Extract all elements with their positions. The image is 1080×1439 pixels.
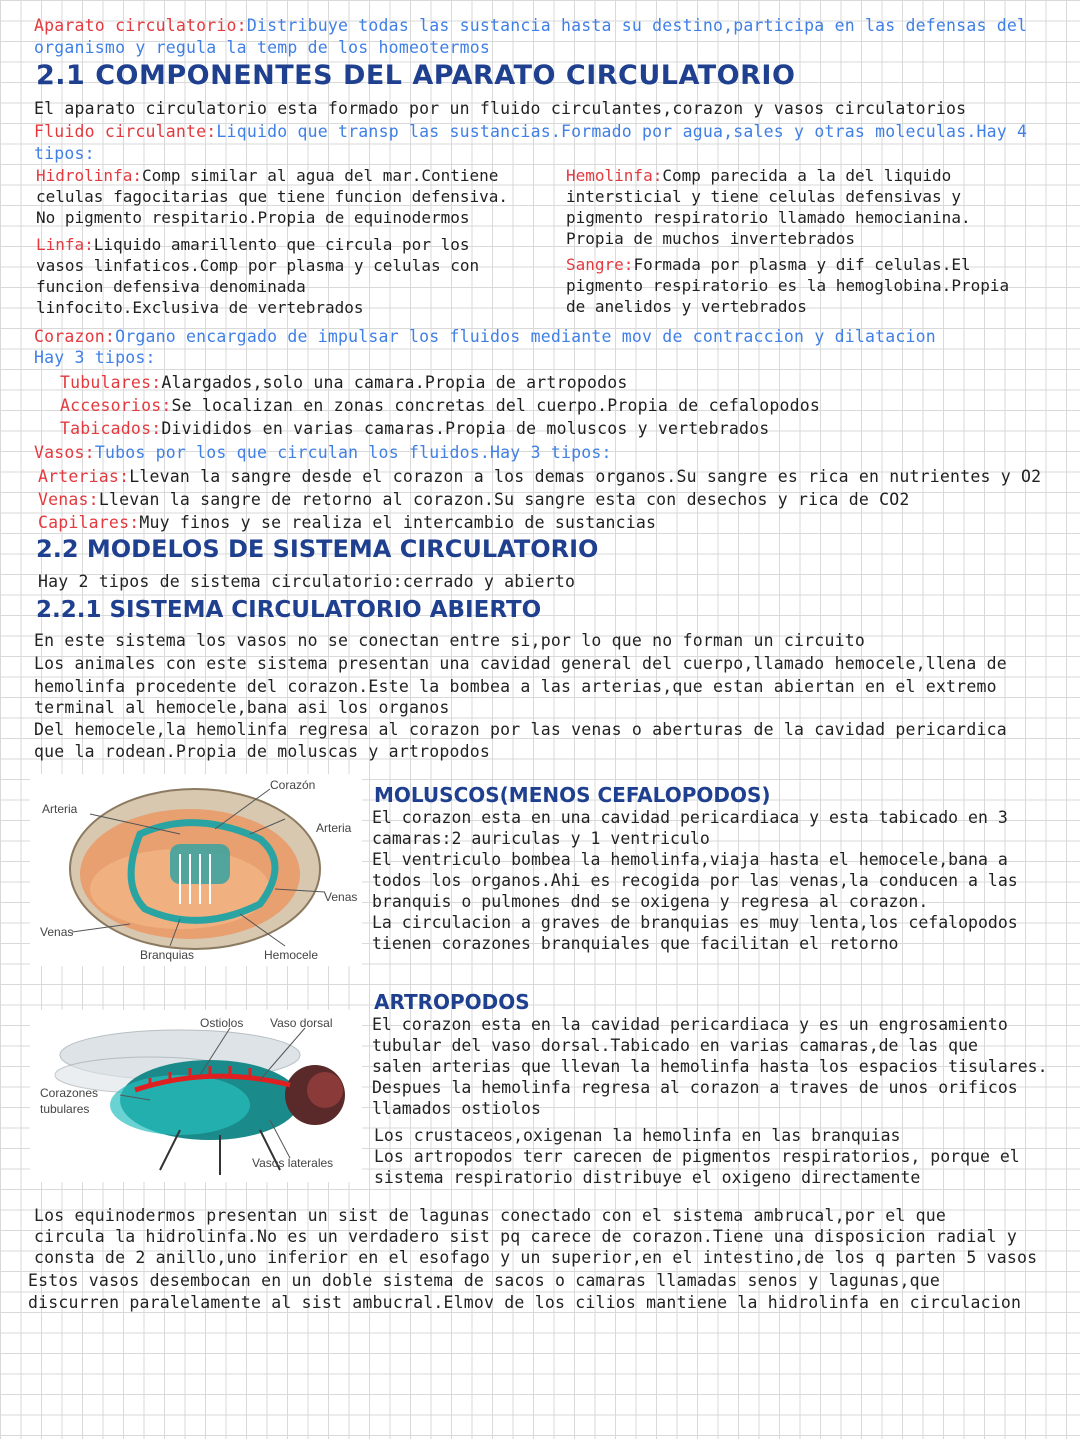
corazon-line-2: Hay 3 tipos: [34,348,156,367]
label-venas-right: Venas [324,890,358,904]
moluscos-line-1: El corazon esta en una cavidad pericardiaca y esta tabicado en 3 [372,808,1008,827]
accesorios-text: Se localizan en zonas concretas del cuerpo.Propia de cefalopodos [171,396,821,415]
label-corazones-1: Corazones [40,1086,99,1100]
label-ostiolos: Ostiolos [200,1016,244,1030]
intro-line-2: organismo y regula la temp de los homeotermos [34,38,491,57]
s221-line-3: hemolinfa procedente del corazon.Este la bombea a las arterias,que estan abiertan en el extremo [34,677,997,696]
s221-line-4: terminal al hemocele,bana asi los organos [34,698,450,717]
equinodermos-line-5: discurren paralelamente al sist ambucral.Elmov de los cilios mantiene la hidrolinfa en circulacion [28,1293,1022,1312]
tabicados-text: Divididos en varias camaras.Propia de moluscos y vertebrados [161,419,770,438]
tabicados-line [60,418,769,439]
fluido-text-1: Liquido que transp las sustancias.Formado por agua,sales y otras moleculas.Hay 4 [216,122,1028,141]
moluscos-title: MOLUSCOS(MENOS CEFALOPODOS) [374,783,771,807]
intro-text-1: Distribuye todas las sustancia hasta su destino,participa en las defensas del [246,16,1028,35]
label-corazones-2: tubulares [40,1102,90,1116]
corazon-line-1 [34,326,936,347]
hidrolinfa-text-2: celulas fagocitarias que tiene funcion defensiva. [36,187,509,206]
hemolinfa-text-4: Propia de muchos invertebrados [566,229,855,248]
linfa-term: Linfa: [36,235,94,254]
hemolinfa-text-2: intersticial y tiene celulas defensivas y [566,187,961,206]
hemolinfa-term: Hemolinfa: [566,166,663,185]
s221-line-6: que la rodean.Propia de moluscas y artropodos [34,742,491,761]
artropodos-title: ARTROPODOS [374,990,530,1014]
moluscos-line-6: La circulacion a graves de branquias es muy lenta,los cefalopodos [372,913,1018,932]
tubulares-line [60,372,628,393]
label-vasos-laterales: Vasos laterales [252,1156,334,1170]
label-vaso-dorsal: Vaso dorsal [270,1016,333,1030]
corazon-text-1: Organo encargado de impulsar los fluidos mediante mov de contraccion y dilatacion [115,327,936,346]
label-venas-left: Venas [40,925,74,939]
linfa-text-2: vasos linfaticos.Comp por plasma y celulas con [36,256,480,275]
vasos-line [34,442,612,463]
section-2-2-1-title: 2.2.1 SISTEMA CIRCULATORIO ABIERTO [36,597,542,623]
moluscos-line-4: todos los organos.Ahi es recogida por las venas,la conducen a las [372,871,1018,890]
intro-term: Aparato circulatorio: [34,16,247,35]
venas-text: Llevan la sangre de retorno al corazon.Su sangre esta con desechos y rica de CO2 [98,490,910,509]
linfa-text-1: Liquido amarillento que circula por los [93,235,470,254]
label-arteria-left: Arteria [42,802,78,816]
accesorios-term: Accesorios: [60,396,172,415]
artropodos-line-3: salen arterias que llevan la hemolinfa hasta los espacios tisulares. [372,1057,1048,1076]
sangre-block [566,254,1009,317]
moluscos-line-3: El ventriculo bombea la hemolinfa,viaja hasta el hemocele,bana a [372,850,1008,869]
label-arteria-right: Arteria [316,821,352,835]
artropodos-line-6: Los crustaceos,oxigenan la hemolinfa en las branquias [374,1126,901,1145]
artropodos-line-4: Despues la hemolinfa regresa al corazon a traves de unos orificos [372,1078,1018,1097]
s22-paragraph: Hay 2 tipos de sistema circulatorio:cerrado y abierto [38,572,576,591]
label-corazon: Corazón [270,778,316,792]
vasos-text: Tubos por los que circulan los fluidos.Hay 3 tipos: [94,443,612,462]
arterias-term: Arterias: [38,467,130,486]
arterias-line [38,466,1041,487]
sangre-text-3: de anelidos y vertebrados [566,297,807,316]
artropodos-line-2: tubular del vaso dorsal.Tabicado en varias camaras,de las que [372,1036,978,1055]
section-2-1-title: 2.1 COMPONENTES DEL APARATO CIRCULATORIO [36,60,796,91]
mollusc-illustration [30,774,362,966]
mollusc-figure [30,774,362,966]
fluido-line-2: tipos: [34,144,95,163]
hemolinfa-block [566,165,971,249]
artropodos-text-block-2 [374,1125,1020,1188]
artropodos-text-block [372,1014,1048,1119]
artropodos-line-1: El corazon esta en la cavidad pericardiaca y es un engrosamiento [372,1015,1008,1034]
hemolinfa-text-3: pigmento respiratorio llamado hemocianina. [566,208,971,227]
section-2-2-title: 2.2 MODELOS DE SISTEMA CIRCULATORIO [36,535,599,563]
intro-line-1 [34,15,1027,36]
s221-line-1: En este sistema los vasos no se conectan entre si,por lo que no forman un circuito [34,631,865,650]
label-hemocele: Hemocele [264,948,319,962]
moluscos-line-5: branquis o pulmones dnd se oxigena y regresa al corazon. [372,892,929,911]
venas-line [38,489,910,510]
tubulares-text: Alargados,solo una camara.Propia de artropodos [161,373,628,392]
artropodos-line-5: llamados ostiolos [372,1099,541,1118]
moluscos-text-block [372,807,1018,954]
label-branquias: Branquias [140,948,195,962]
hidrolinfa-text-3: No pigmento respitario.Propia de equinodermos [36,208,470,227]
equinodermos-line-2: circula la hidrolinfa.No es un verdadero sist pq carece de corazon.Tiene una disposicion radial y [34,1227,1017,1246]
artropodos-line-7: Los artropodos terr carecen de pigmentos respiratorios, porque el [374,1147,1020,1166]
tabicados-term: Tabicados: [60,419,162,438]
venas-term: Venas: [38,490,99,509]
equinodermos-line-4: Estos vasos desembocan en un doble sistema de sacos o camaras llamadas senos y lagunas,que [28,1271,941,1290]
hidrolinfa-term: Hidrolinfa: [36,166,142,185]
arterias-text: Llevan la sangre desde el corazon a los demas organos.Su sangre es rica en nutrientes y O2 [129,467,1042,486]
hemolinfa-text-1: Comp parecida a la del liquido [662,166,952,185]
vasos-term: Vasos: [34,443,95,462]
accesorios-line [60,395,820,416]
capilares-term: Capilares: [38,513,140,532]
equinodermos-line-1: Los equinodermos presentan un sist de lagunas conectado con el sistema ambrucal,por el que [34,1206,947,1225]
linfa-text-4: linfocito.Exclusiva de vertebrados [36,298,364,317]
artropodos-line-8: sistema respiratorio distribuye el oxigeno directamente [374,1168,921,1187]
corazon-term: Corazon: [34,327,116,346]
moluscos-line-2: camaras:2 auriculas y 1 ventriculo [372,829,710,848]
linfa-text-3: funcion defensiva denominada [36,277,306,296]
sangre-text-2: pigmento respiratorio es la hemoglobina.Propia [566,276,1010,295]
sangre-text-1: Formada por plasma y dif celulas.El [633,255,971,274]
moluscos-line-7: tienen corazones branquiales que facilitan el retorno [372,934,899,953]
linfa-block [36,234,479,318]
capilares-line [38,512,656,533]
hidrolinfa-text-1: Comp similar al agua del mar.Contiene [141,166,499,185]
tubulares-term: Tubulares: [60,373,162,392]
sangre-term: Sangre: [566,255,634,274]
fluido-term: Fluido circulante: [34,122,217,141]
s221-line-5: Del hemocele,la hemolinfa regresa al corazon por las venas o aberturas de la cavidad pericardica [34,720,1007,739]
capilares-text: Muy finos y se realiza el intercambio de sustancias [139,513,657,532]
s21-paragraph-1: El aparato circulatorio esta formado por un fluido circulantes,corazon y vasos circulatorios [34,99,967,118]
hidrolinfa-block [36,165,508,228]
s221-line-2: Los animales con este sistema presentan una cavidad general del cuerpo,llamado hemocele,llena de [34,654,1007,673]
arthropod-figure [30,1010,362,1182]
equinodermos-line-3: consta de 2 anillo,uno inferior en el esofago y un superior,en el intestino,de los q parten 5 vasos [34,1248,1038,1267]
fluido-line-1 [34,121,1027,142]
